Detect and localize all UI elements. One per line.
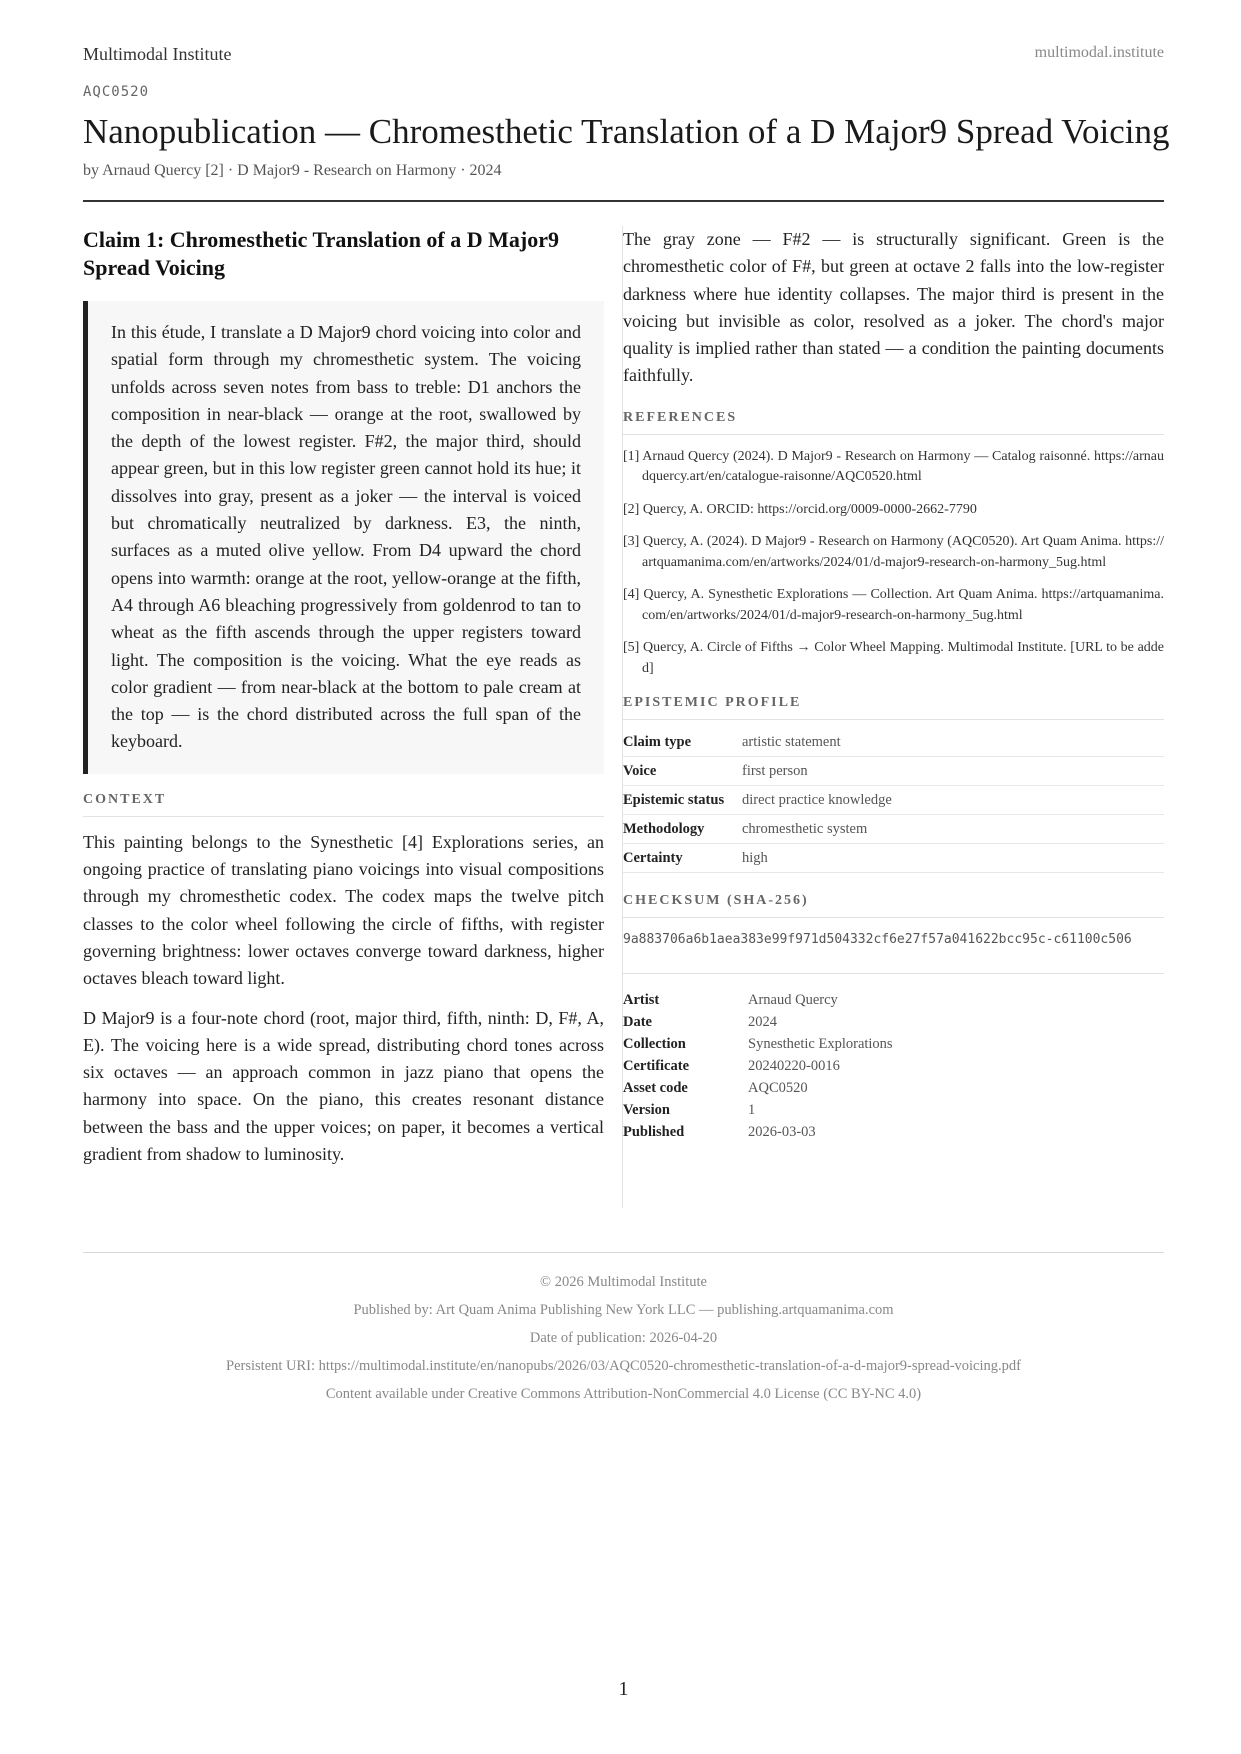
claim-blockquote (83, 301, 604, 774)
profile-value: first person (742, 757, 1164, 786)
reference-item[interactable]: [3] Quercy, A. (2024). D Major9 - Research on Harmony (AQC0520). Art Quam Anima. https://artquamanima.com/en/artworks/2024/01/d-major9-research-on-harmony_5ug.html (623, 534, 1164, 570)
profile-key: Certainty (623, 844, 742, 873)
profile-value: high (742, 844, 1164, 873)
metadata-value: 1 (748, 1102, 756, 1119)
table-row (623, 757, 1164, 786)
epistemic-profile-table (623, 728, 1164, 873)
epistemic-profile-heading: EPISTEMIC PROFILE (623, 695, 1164, 720)
left-column (83, 226, 604, 1168)
page-title: Nanopublication — Chromesthetic Translation of a D Major9 Spread Voicing (83, 112, 1170, 151)
table-row (623, 989, 1164, 1011)
checksum-value: 9a883706a6b1aea383e99f971d504332cf6e27f57a041622bcc95c-c61100c506 (623, 930, 1164, 974)
footer-persistent-uri[interactable]: Persistent URI: https://multimodal.institute/en/nanopubs/2026/03/AQC0520-chromesthetic-translation-of-a-d-major9-spread-voicing.pdf (226, 1358, 1021, 1374)
claim-heading: Claim 1: Chromesthetic Translation of a D Major9 Spread Voicing (83, 227, 559, 280)
footer-divider (83, 1252, 1164, 1253)
context-paragraph-1: This painting belongs to the Synesthetic [4] Explorations series, an ongoing practice of translating piano voicings into visual compositions through my chromesthetic codex. The codex maps the twelve pitch classes to the color wheel following the circle of fifths, with register governing brightness: lower octaves converge toward darkness, higher octaves bleach toward light. (83, 831, 604, 989)
profile-key: Epistemic status (623, 786, 742, 815)
claim-text: In this étude, I translate a D Major9 chord voicing into color and spatial form through my chromesthetic system. The voicing unfolds across seven notes from bass to treble: D1 anchors the composition in near-black — orange at the root, swallowed by the depth of the lowest register. F#2, the major third, should appear green, but in this low register green cannot hold its hue; it dissolves into gray, present as a joker — the interval is voiced but chromatically neutralized by darkness. E3, the ninth, surfaces as a muted olive yellow. From D4 upward the chord opens into warmth: orange at the root, yellow-orange at the fifth, A4 through A6 bleaching progressively from goldenrod to tan to wheat as the fifth ascends through the upper registers toward light. The composition is the voicing. What the eye reads as color gradient — from near-black at the bottom to pale cream at the top — is the chord distributed across the full span of the keyboard. (111, 322, 581, 752)
context-continued (623, 226, 1164, 390)
table-row (623, 1099, 1164, 1121)
metadata-key: Artist (623, 992, 660, 1009)
references-list (623, 447, 1164, 680)
metadata-key: Certificate (623, 1058, 690, 1075)
table-row (623, 1011, 1164, 1033)
site-link[interactable]: multimodal.institute (1034, 44, 1164, 61)
table-row (623, 1121, 1164, 1143)
table-row (623, 1077, 1164, 1099)
metadata-key: Published (623, 1124, 685, 1141)
context-paragraph-2: D Major9 is a four-note chord (root, major third, fifth, ninth: D, F#, A, E). The voicing here is a wide spread, distributing chord tones across six octaves — an approach common in jazz piano that opens the harmony into space. On the piano, this creates resonant distance between the bass and the upper voices; on paper, it becomes a vertical gradient from shadow to luminosity. (83, 1007, 604, 1165)
context-heading: CONTEXT (83, 792, 604, 817)
metadata-key: Collection (623, 1036, 686, 1053)
metadata-key: Version (623, 1102, 670, 1119)
institute-name: Multimodal Institute (83, 44, 232, 64)
metadata-value: AQC0520 (748, 1080, 808, 1097)
metadata-value: 2026-03-03 (748, 1124, 816, 1141)
references-heading: REFERENCES (623, 410, 1164, 435)
table-row (623, 844, 1164, 873)
table-row (623, 786, 1164, 815)
reference-item[interactable]: [1] Arnaud Quercy (2024). D Major9 - Research on Harmony — Catalog raisonné. https://arnaudquercy.art/en/catalogue-raisonne/AQC0520.html (623, 448, 1164, 485)
byline: by Arnaud Quercy [2] · D Major9 - Research on Harmony · 2024 (83, 162, 502, 179)
footer-license: Content available under Creative Commons Attribution-NonCommercial 4.0 License (CC BY-NC 4.0) (325, 1386, 922, 1402)
profile-key: Methodology (623, 815, 742, 844)
top-bar (83, 44, 1164, 68)
reference-item[interactable]: [2] Quercy, A. ORCID: https://orcid.org/0009-0000-2662-7790 (623, 501, 977, 517)
reference-item[interactable]: [4] Quercy, A. Synesthetic Explorations — Collection. Art Quam Anima. https://artquamanima.com/en/artworks/2024/01/d-major9-research-on-harmony_5ug.html (623, 587, 1164, 623)
checksum-heading: CHECKSUM (SHA-256) (623, 893, 1164, 918)
footer-copyright: © 2026 Multimodal Institute (540, 1274, 707, 1290)
table-row (623, 1033, 1164, 1055)
footer-publisher[interactable]: Published by: Art Quam Anima Publishing New York LLC — publishing.artquamanima.com (353, 1302, 894, 1318)
table-row (623, 815, 1164, 844)
asset-code: AQC0520 (83, 84, 150, 100)
reference-item: [5] Quercy, A. Circle of Fifths → Color Wheel Mapping. Multimodal Institute. [URL to be added] (623, 640, 1164, 676)
footer (83, 1268, 1164, 1408)
metadata-key: Asset code (623, 1080, 688, 1097)
right-column (623, 226, 1164, 1143)
metadata-key: Date (623, 1014, 652, 1031)
metadata-value: Arnaud Quercy (748, 992, 838, 1009)
table-row (623, 728, 1164, 757)
profile-key: Claim type (623, 728, 742, 757)
profile-value: direct practice knowledge (742, 786, 1164, 815)
metadata-value: 20240220-0016 (748, 1058, 840, 1075)
metadata-value: 2024 (748, 1014, 777, 1031)
context-paragraph-3: The gray zone — F#2 — is structurally significant. Green is the chromesthetic color of F#, but green at octave 2 falls into the low-register darkness where hue identity collapses. The major third is present in the voicing but invisible as color, resolved as a joker. The chord's major quality is implied rather than stated — a condition the painting documents faithfully. (623, 229, 1164, 386)
profile-value: artistic statement (742, 728, 1164, 757)
metadata-value: Synesthetic Explorations (748, 1036, 893, 1053)
page-number: 1 (618, 1678, 629, 1700)
profile-value: chromesthetic system (742, 815, 1164, 844)
profile-key: Voice (623, 757, 742, 786)
context-body (83, 829, 604, 1169)
footer-publication-date: Date of publication: 2026-04-20 (529, 1330, 718, 1346)
metadata-table (623, 989, 1164, 1143)
table-row (623, 1055, 1164, 1077)
header-divider (83, 200, 1164, 202)
